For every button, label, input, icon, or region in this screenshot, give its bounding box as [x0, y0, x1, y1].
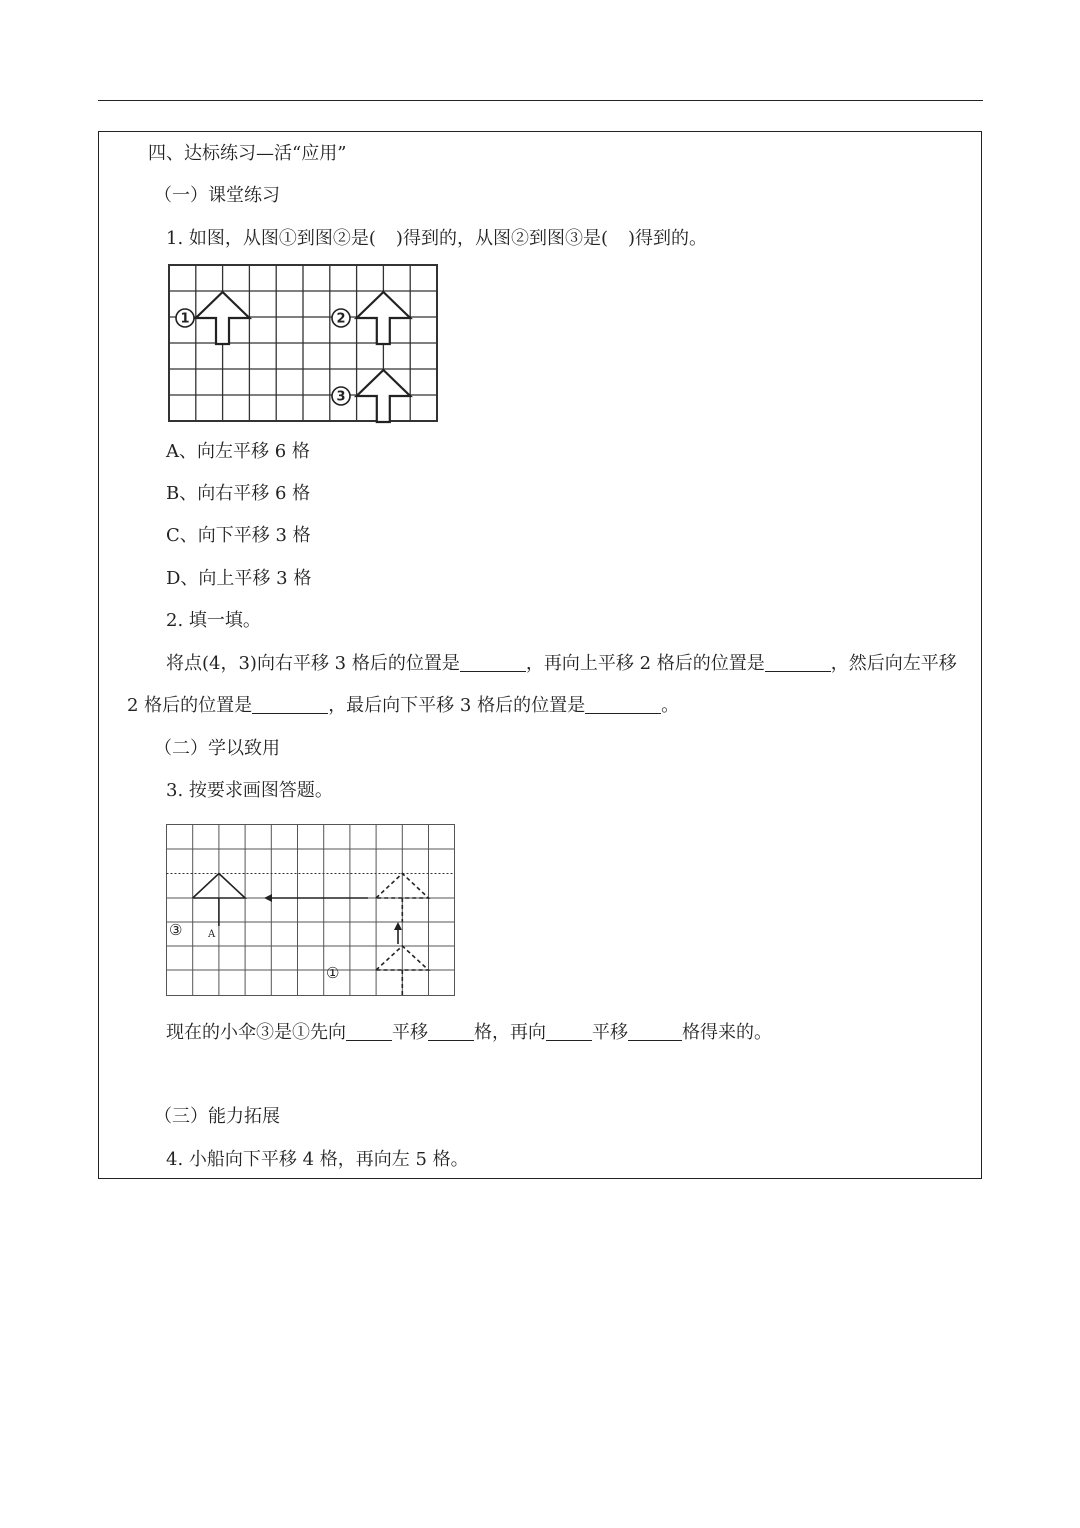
answer-blank[interactable] — [546, 1022, 592, 1041]
q1-option-b: B、向右平移 6 格 — [166, 483, 311, 504]
part3-heading: （三）能力拓展 — [154, 1106, 280, 1127]
q2-line1-c: ，然后向左平移 — [830, 653, 957, 674]
q1-text-a: 1. 如图，从图①到图②是( — [166, 228, 376, 249]
q1-text-c: )得到的。 — [627, 228, 707, 249]
arrow-figure-3 — [357, 370, 411, 422]
fig-label-2: 2 — [336, 311, 346, 327]
answer-blank[interactable] — [628, 1022, 682, 1041]
q2-line1-b: ，再向上平移 2 格后的位置是 — [525, 653, 765, 674]
part2-heading: （二）学以致用 — [154, 738, 280, 759]
q3-answer-b: 平移 — [392, 1022, 428, 1043]
section-heading: 四、达标练习—活“应用” — [148, 143, 347, 164]
answer-blank[interactable] — [585, 695, 661, 714]
q3-answer-d: 平移 — [592, 1022, 628, 1043]
fig-label-3: ③ — [169, 921, 183, 939]
q1-grid — [169, 265, 437, 421]
q2-line-2 — [127, 694, 679, 718]
answer-blank[interactable] — [765, 653, 831, 672]
q1-option-a: A、向左平移 6 格 — [166, 441, 310, 462]
q1-figure — [168, 264, 440, 424]
point-label-a: A — [208, 929, 216, 940]
q1-option-d: D、向上平移 3 格 — [166, 568, 312, 589]
q3-answer-c: 格，再向 — [474, 1022, 546, 1043]
header-rule — [98, 100, 983, 101]
q2-line2-b: ，最后向下平移 3 格后的位置是 — [328, 695, 586, 716]
answer-blank[interactable] — [428, 1022, 474, 1041]
answer-blank[interactable] — [346, 1022, 392, 1041]
q2-line2-a: 2 格后的位置是 — [127, 695, 253, 716]
q3-answer-e: 格得来的。 — [682, 1022, 772, 1043]
answer-blank[interactable] — [252, 695, 328, 714]
arrow-up — [394, 922, 402, 944]
arrow-left — [264, 894, 368, 902]
q2-title: 2. 填一填。 — [166, 610, 261, 631]
q3-answer-line — [166, 1021, 772, 1045]
part1-heading: （一）课堂练习 — [154, 185, 280, 206]
q1-option-c: C、向下平移 3 格 — [166, 525, 311, 546]
q2-line1-a: 将点(4，3)向右平移 3 格后的位置是 — [166, 653, 460, 674]
arrow-figure-1 — [196, 292, 250, 344]
q4-text: 4. 小船向下平移 4 格，再向左 5 格。 — [166, 1149, 469, 1170]
answer-blank[interactable] — [460, 653, 526, 672]
q2-line-1 — [166, 652, 957, 676]
q3-grid — [167, 825, 455, 996]
q1-question — [166, 227, 707, 251]
fig-label-1: 1 — [180, 311, 190, 327]
q3-answer-a: 现在的小伞③是①先向 — [166, 1022, 346, 1043]
q2-line2-c: 。 — [661, 695, 680, 716]
q3-title: 3. 按要求画图答题。 — [166, 780, 333, 801]
fig-label-1: ① — [326, 964, 340, 982]
fig-label-3: 3 — [336, 389, 346, 405]
q3-figure — [166, 824, 456, 998]
arrow-figure-2 — [357, 292, 411, 344]
q1-text-b: )得到的，从图②到图③是( — [395, 228, 608, 249]
